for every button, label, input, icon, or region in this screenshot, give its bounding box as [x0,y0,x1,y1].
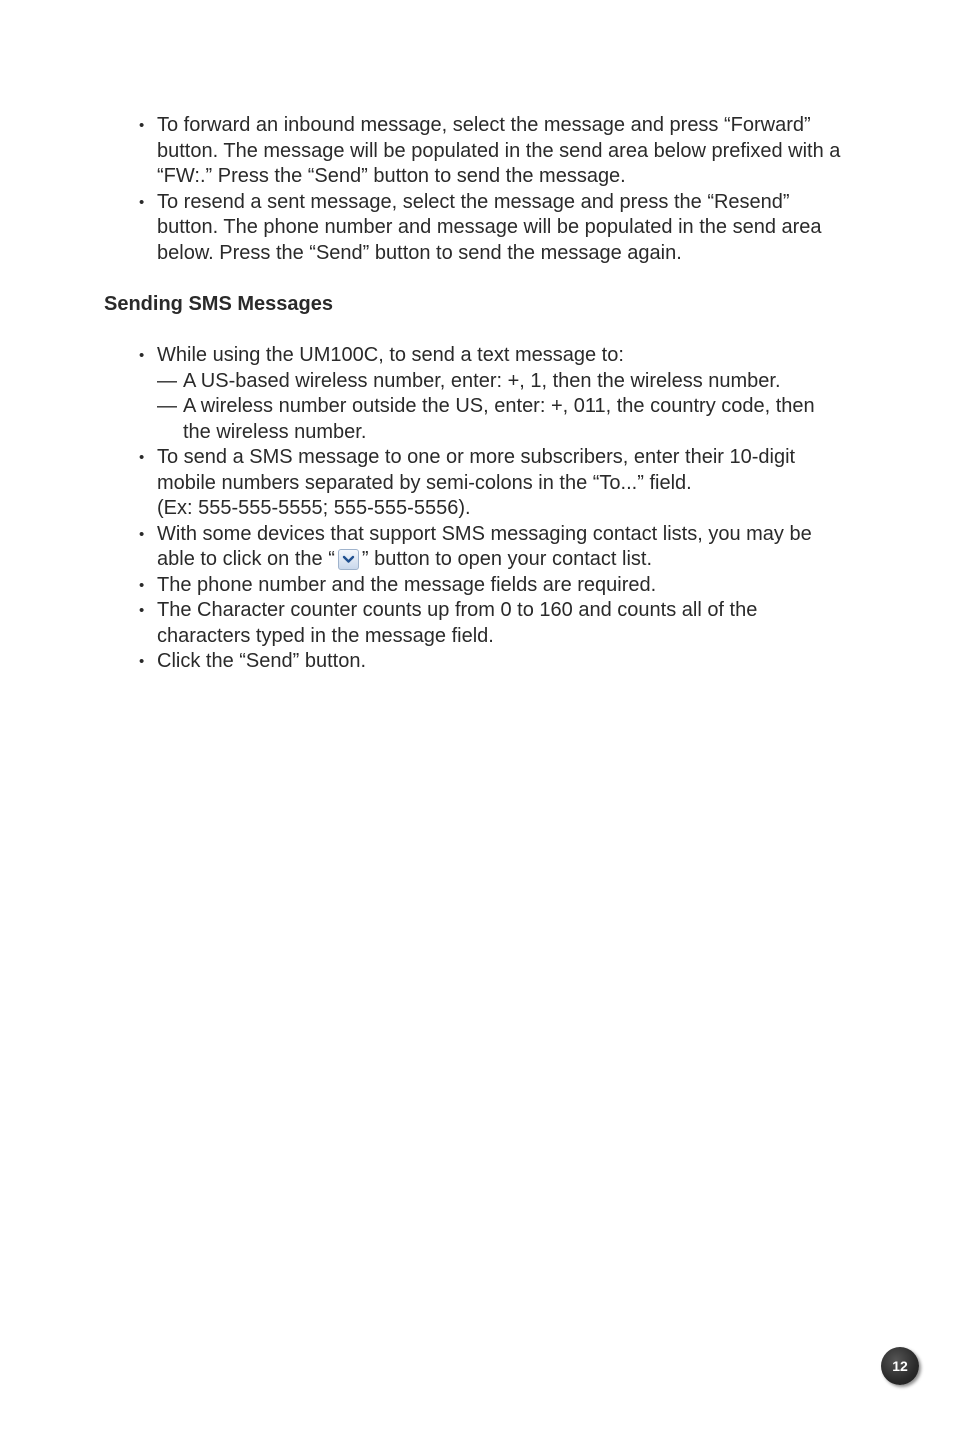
forward-resend-list [104,113,894,266]
list-item-character-counter [104,598,894,649]
text-line: • The Character counter counts up from 0 to 160 and counts all of the [157,599,758,621]
text-line: • With some devices that support SMS messaging contact lists, you may be [157,522,812,545]
text-line: button. The phone number and message will be populated in the send area [157,216,822,238]
page-number-badge: 12 [881,1347,919,1385]
list-item-forward [104,113,894,190]
list-item-resend [104,190,894,267]
sub-item-international-number [104,394,894,445]
text-line [157,547,894,573]
text-line: characters typed in the message field. [157,624,494,647]
text-line: • To send a SMS message to one or more subscribers, enter their 10-digit [157,446,796,468]
list-item-required-fields [104,573,894,599]
list-item-click-send [104,649,894,675]
sms-section [104,343,894,675]
sub-item-us-number [104,369,894,395]
chevron-down-icon [338,549,359,570]
text-line: below. Press the “Send” button to send the message again. [157,241,682,264]
forward-resend-section [104,113,894,266]
text-line: A US-based wireless number, enter: +, 1, then the wireless number. [183,369,781,392]
text-line: the wireless number. [183,420,367,443]
text-line: mobile numbers separated by semi-colons in the “To...” field. [157,471,692,494]
dash-mark: — [157,369,177,392]
text-line: • The phone number and the message fields are required. [157,573,657,596]
list-item-multiple-subscribers [104,445,894,522]
text-line: (Ex: 555-555-5555; 555-555-5556). [157,497,471,519]
text-line: • While using the UM100C, to send a text message to: [157,344,624,366]
text-line: • To forward an inbound message, select the message and press “Forward” [157,114,811,136]
sms-instructions-list [104,343,894,369]
text-line: A wireless number outside the US, enter: +, 011, the country code, then [183,395,815,417]
text-line: • To resend a sent message, select the message and press the “Resend” [157,190,790,213]
text-fragment: ” button to open your contact list. [361,548,653,570]
section-heading: Sending SMS Messages [104,293,333,315]
text-line: “FW:.” Press the “Send” button to send the message. [157,165,626,187]
text-line: button. The message will be populated in the send area below prefixed with a [157,139,841,162]
list-item-contact-list [104,522,894,573]
dash-mark: — [157,395,177,417]
sms-instructions-list-continued [104,445,894,675]
text-fragment: able to click on the “ [157,548,335,570]
list-item-send-text [104,343,894,369]
text-line: • Click the “Send” button. [157,650,366,672]
